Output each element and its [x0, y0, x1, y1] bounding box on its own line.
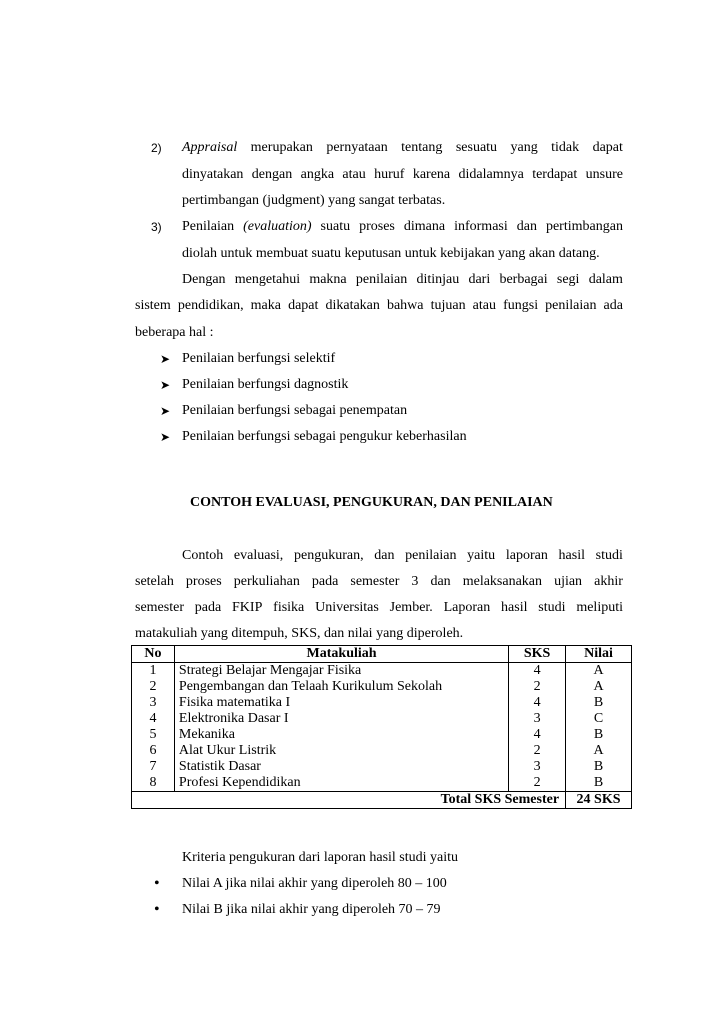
cell-grade: B [566, 695, 632, 711]
word: Penilaian [182, 219, 235, 234]
criteria-intro: Kriteria pengukuran dari laporan hasil studi yaitu [182, 850, 459, 865]
word: perkuliahan [233, 574, 300, 589]
word: dalam [588, 272, 623, 287]
word: segi [556, 272, 580, 287]
word: semester [135, 600, 184, 615]
cell-no: 3 [132, 695, 175, 711]
cell-course: Alat Ukur Listrik [174, 743, 508, 759]
table-row [132, 743, 632, 759]
word: dapat [288, 298, 319, 313]
table-row [132, 727, 632, 743]
para2-line4: matakuliah yang ditempuh, SKS, dan nilai yang diperoleh. [135, 626, 464, 641]
cell-no: 1 [132, 663, 175, 680]
word: makna [309, 272, 347, 287]
cell-grade: A [566, 743, 632, 759]
word: Contoh [182, 548, 224, 563]
cell-grade: B [566, 727, 632, 743]
arrow-bullet-item: Penilaian berfungsi sebagai penempatan [182, 403, 408, 418]
word: studi [595, 548, 623, 563]
cell-course: Statistik Dasar [174, 759, 508, 775]
word: dan [374, 548, 395, 563]
criteria-item: Nilai A jika nilai akhir yang diperoleh 80 – 100 [182, 876, 447, 891]
table-header-row [132, 646, 632, 663]
header-course: Matakuliah [174, 646, 508, 663]
word: atau [342, 167, 366, 182]
word: Jember. [389, 600, 433, 615]
word: ada [603, 298, 623, 313]
word: huruf [374, 167, 405, 182]
table-row [132, 759, 632, 775]
cell-no: 8 [132, 775, 175, 792]
word: informasi [454, 219, 508, 234]
cell-grade: B [566, 759, 632, 775]
para1-line1 [182, 271, 623, 289]
word: ujian [554, 574, 583, 589]
word: proses [185, 574, 222, 589]
word: akhir [594, 574, 623, 589]
word: pada [194, 600, 222, 615]
para2-line3 [135, 599, 623, 617]
cell-course: Profesi Kependidikan [174, 775, 508, 792]
study-results-table [131, 645, 632, 809]
word: terdapat [532, 167, 578, 182]
table-row [132, 679, 632, 695]
word: pernyataan [326, 140, 388, 155]
total-label: Total SKS Semester [132, 792, 566, 809]
word: dengan [251, 167, 293, 182]
list-number: 3) [151, 220, 162, 234]
table-row [132, 695, 632, 711]
cell-sks: 2 [509, 775, 566, 792]
section-heading: CONTOH EVALUASI, PENGUKURAN, DAN PENILAIAN [190, 495, 553, 510]
word: dinyatakan [182, 167, 244, 182]
cell-grade: A [566, 679, 632, 695]
cell-sks: 4 [509, 663, 566, 680]
word: dikatakan [325, 298, 380, 313]
arrow-bullet-item: Penilaian berfungsi dagnostik [182, 377, 349, 392]
cell-grade: A [566, 663, 632, 680]
word: semester [350, 574, 400, 589]
cell-grade: B [566, 775, 632, 792]
total-value: 24 SKS [566, 792, 632, 809]
para2-line2 [135, 573, 623, 591]
dot-bullet-icon: • [154, 901, 160, 918]
word: fungsi [503, 298, 539, 313]
arrow-bullet-item: Penilaian berfungsi sebagai pengukur keberhasilan [182, 429, 467, 444]
cell-course: Elektronika Dasar I [174, 711, 508, 727]
cell-sks: 4 [509, 727, 566, 743]
word: proses [359, 219, 395, 234]
word: sistem [135, 298, 171, 313]
word: ditinjau [416, 272, 460, 287]
header-no: No [132, 646, 175, 663]
cell-course: Fisika matematika I [174, 695, 508, 711]
item3-line2: diolah untuk membuat suatu keputusan untuk kebijakan yang akan datang. [182, 246, 600, 261]
word: karena [412, 167, 451, 182]
word: FKIP [232, 600, 263, 615]
word: dari [468, 272, 491, 287]
word: suatu [320, 219, 351, 234]
word: pertimbangan [545, 219, 623, 234]
word: tentang [401, 140, 443, 155]
criteria-item: Nilai B jika nilai akhir yang diperoleh 70 – 79 [182, 902, 441, 917]
item2-line2 [182, 166, 623, 184]
para1-line3: beberapa hal : [135, 325, 214, 340]
word: pada [311, 574, 339, 589]
word: merupakan [250, 140, 313, 155]
cell-no: 7 [132, 759, 175, 775]
word: bahwa [386, 298, 424, 313]
word: setelah [135, 574, 174, 589]
list-number: 2) [151, 141, 162, 155]
word: Universitas [315, 600, 379, 615]
word: meliputi [576, 600, 623, 615]
table-total-row [132, 792, 632, 809]
word: Dengan [182, 272, 226, 287]
cell-no: 4 [132, 711, 175, 727]
word: hasil [558, 548, 585, 563]
word: 3 [411, 574, 419, 589]
arrowhead-bullet-icon: ➤ [160, 378, 171, 392]
item3-line1 [182, 218, 623, 236]
header-grade: Nilai [566, 646, 632, 663]
word: dapat [592, 140, 623, 155]
para1-line2 [135, 297, 623, 315]
word: hasil [501, 600, 528, 615]
word: angka [300, 167, 335, 182]
word: laporan [505, 548, 548, 563]
word: maka [250, 298, 281, 313]
word: penilaian [405, 548, 457, 563]
cell-sks: 3 [509, 759, 566, 775]
word: unsure [585, 167, 623, 182]
header-sks: SKS [509, 646, 566, 663]
table-row [132, 663, 632, 680]
word: didalamnya [458, 167, 524, 182]
cell-no: 2 [132, 679, 175, 695]
word: penilaian [355, 272, 408, 287]
word: penilaian [545, 298, 597, 313]
word: tujuan [430, 298, 466, 313]
word: dimana [403, 219, 446, 234]
word: dan [516, 219, 537, 234]
cell-no: 5 [132, 727, 175, 743]
cell-sks: 2 [509, 743, 566, 759]
cell-sks: 2 [509, 679, 566, 695]
item2-line1 [182, 139, 623, 157]
table-row [132, 775, 632, 792]
word: evaluasi, [233, 548, 284, 563]
term-appraisal: Appraisal [182, 140, 238, 155]
cell-grade: C [566, 711, 632, 727]
word: mengetahui [234, 272, 301, 287]
arrow-bullet-item: Penilaian berfungsi selektif [182, 351, 336, 366]
word: yaitu [467, 548, 496, 563]
table-row [132, 711, 632, 727]
word: yang [510, 140, 538, 155]
cell-course: Pengembangan dan Telaah Kurikulum Sekolah [174, 679, 508, 695]
cell-no: 6 [132, 743, 175, 759]
cell-course: Mekanika [174, 727, 508, 743]
word: tidak [551, 140, 580, 155]
arrowhead-bullet-icon: ➤ [160, 352, 171, 366]
cell-course: Strategi Belajar Mengajar Fisika [174, 663, 508, 680]
word: Laporan [443, 600, 491, 615]
word: studi [538, 600, 566, 615]
word: pengukuran, [293, 548, 364, 563]
word: sesuatu [455, 140, 498, 155]
item2-line3: pertimbangan (judgment) yang sangat terbatas. [182, 193, 446, 208]
arrowhead-bullet-icon: ➤ [160, 404, 171, 418]
para2-line1 [182, 547, 623, 565]
word: berbagai [499, 272, 548, 287]
cell-sks: 4 [509, 695, 566, 711]
word: fisika [273, 600, 305, 615]
cell-sks: 3 [509, 711, 566, 727]
word: melaksanakan [462, 574, 543, 589]
word: dan [430, 574, 451, 589]
dot-bullet-icon: • [154, 875, 160, 892]
word: atau [472, 298, 496, 313]
word: pendidikan, [177, 298, 244, 313]
term-evaluation: (evaluation) [243, 219, 312, 234]
arrowhead-bullet-icon: ➤ [160, 430, 171, 444]
